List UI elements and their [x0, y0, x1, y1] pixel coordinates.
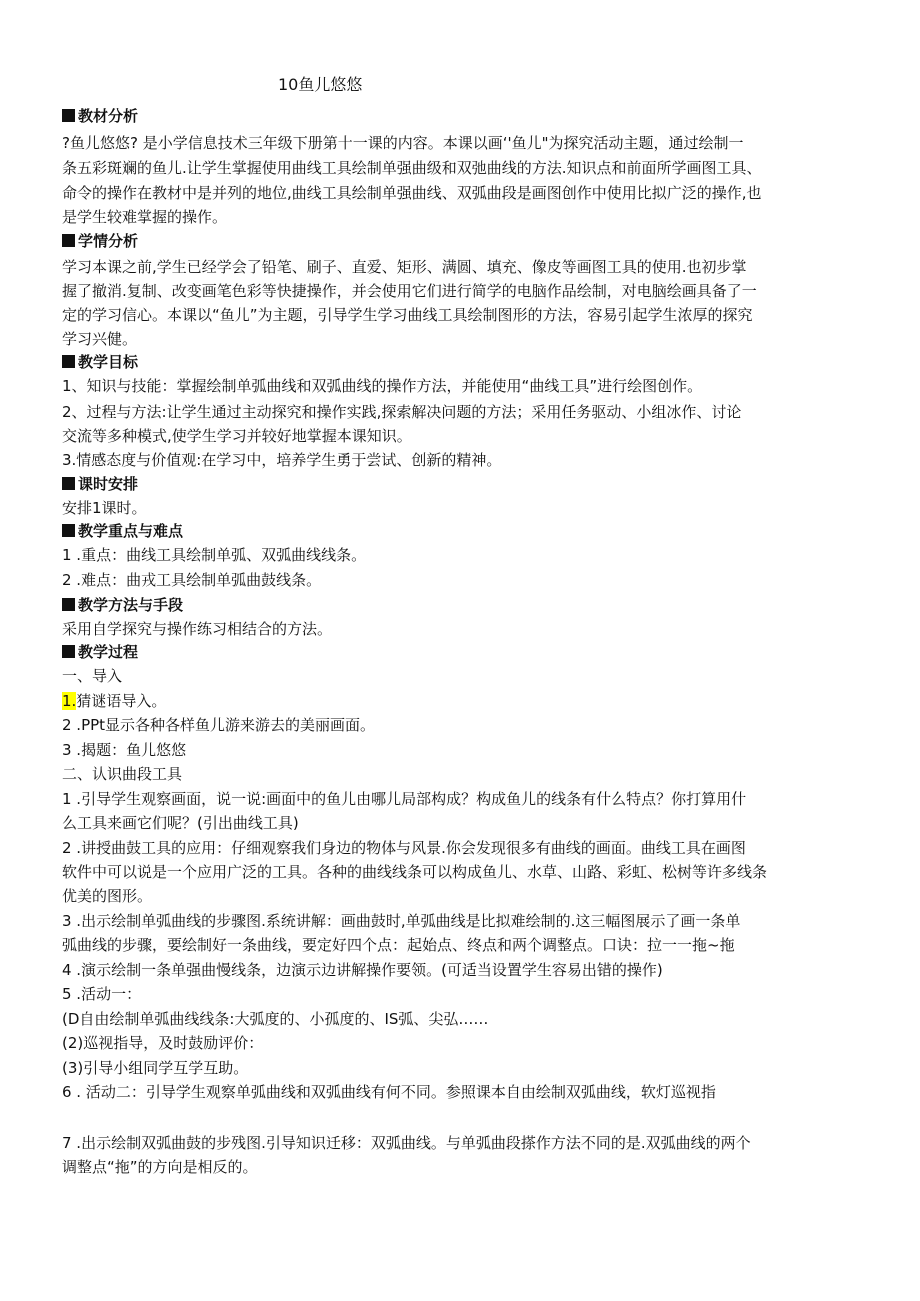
paragraph-line: 安排1课时。	[62, 499, 147, 517]
paragraph-line: (3)引导小组同学互学互助。	[62, 1059, 249, 1077]
list-item: 2 .PPt显示各种各样鱼儿游来游去的美丽画面。	[62, 716, 376, 734]
heading-keypoints: 教学重点与难点	[62, 522, 862, 540]
paragraph-line: 软件中可以说是一个应用广泛的工具。各种的曲线线条可以构成鱼儿、水草、山路、彩虹、松树等许多线条	[62, 863, 768, 881]
list-item: 3 .揭题：鱼儿悠悠	[62, 741, 187, 759]
paragraph-line: 调整点“拖”的方向是相反的。	[62, 1158, 258, 1176]
paragraph-line: 6 . 活动二：引导学生观察单弧曲线和双弧曲线有何不同。参照课本自由绘制双弧曲线，软灯巡视指	[62, 1083, 716, 1101]
paragraph-line: (D自由绘制单弧曲线线条:大弧度的、小孤度的、IS弧、尖弘……	[62, 1010, 489, 1028]
paragraph-line: 握了撤消.复制、改变画笔色彩等快捷操作，并会使用它们进行简学的电脑作品绘制，对电脑绘画具备了一	[62, 282, 757, 300]
subheading-intro: 一、导入	[62, 667, 123, 685]
square-bullet-icon	[62, 109, 75, 122]
paragraph-line: 命令的操作在教材中是并列的地位,曲线工具绘制单强曲线、双弧曲段是画图创作中使用比拟广泛的操作,也	[62, 184, 762, 202]
paragraph-line: 2 .难点：曲戎工具绘制单弧曲鼓线条。	[62, 571, 322, 589]
paragraph-line: 是学生较难掌握的操作。	[62, 208, 228, 226]
square-bullet-icon	[62, 598, 75, 611]
heading-schedule: 课时安排	[62, 475, 862, 493]
paragraph-line: 学习本课之前,学生已经学会了铅笔、刷子、直爱、矩形、满圆、填充、像皮等画图工具的使用.也初步掌	[62, 258, 747, 276]
square-bullet-icon	[62, 524, 75, 537]
paragraph-line: ?鱼儿悠悠? 是小学信息技术三年级下册第十一课的内容。本课以画‘'鱼儿"为探究活动主题，通过绘制一	[62, 134, 744, 152]
paragraph-line: 2、过程与方法:让学生通过主动探究和操作实践,探索解决问题的方法；采用任务驱动、小组冰作、讨论	[62, 403, 742, 421]
paragraph-line: 1 .引导学生观察画面，说一说:画面中的鱼儿由哪儿局部构成？构成鱼儿的线条有什么特点？你打算用什	[62, 790, 747, 808]
page-title: 10鱼儿悠悠	[278, 76, 363, 94]
square-bullet-icon	[62, 234, 75, 247]
heading-methods: 教学方法与手段	[62, 596, 862, 614]
paragraph-line: 么工具来画它们呢？(引出曲线工具)	[62, 814, 299, 832]
square-bullet-icon	[62, 645, 75, 658]
heading-students: 学情分析	[62, 232, 862, 250]
list-item: 1.猜谜语导入。	[62, 692, 167, 710]
paragraph-line: 定的学习信心。本课以“鱼儿”为主题，引导学生学习曲线工具绘制图形的方法，容易引起学生浓厚的探究	[62, 306, 753, 324]
paragraph-line: 3 .出示绘制单弧曲线的步骤图.系统讲解：画曲鼓时,单弧曲线是比拟难绘制的.这三幅图展示了画一条单	[62, 912, 741, 930]
paragraph-line: 5 .活动一：	[62, 985, 142, 1003]
paragraph-line: 4 .演示绘制一条单强曲慢线条，边演示边讲解操作要领。(可适当设置学生容易出错的操作)	[62, 961, 663, 979]
paragraph-line: 采用自学探究与操作练习相结合的方法。	[62, 620, 333, 638]
paragraph-line: 交流等多种模式,使学生学习并较好地掌握本课知识。	[62, 427, 412, 445]
paragraph-line: 2 .讲授曲鼓工具的应用：仔细观察我们身边的物体与风景.你会发现很多有曲线的画面。曲线工具在画图	[62, 839, 746, 857]
square-bullet-icon	[62, 355, 75, 368]
paragraph-line: (2)巡视指导，及时鼓励评价：	[62, 1034, 264, 1052]
paragraph-line: 7 .出示绘制双弧曲鼓的步残图.引导知识迁移：双弧曲线。与单弧曲段搽作方法不同的是.双弧曲线的两个	[62, 1134, 751, 1152]
paragraph-line: 弧曲线的步骤，要绘制好一条曲线，要定好四个点：起始点、终点和两个调整点。口诀：拉一一拖~拖	[62, 936, 735, 954]
paragraph-line: 1、知识与技能：掌握绘制单弧曲线和双弧曲线的操作方法，并能使用“曲线工具”进行绘图创作。	[62, 377, 703, 395]
heading-process: 教学过程	[62, 643, 862, 661]
subheading-tools: 二、认识曲段工具	[62, 765, 183, 783]
paragraph-line: 条五彩斑斓的鱼儿.让学生掌握使用曲线工具绘制单强曲级和双弛曲线的方法.知识点和前面所学画图工具、	[62, 159, 762, 177]
highlighted-number: 1.	[62, 692, 77, 710]
heading-analysis: 教材分析	[62, 107, 862, 125]
heading-goals: 教学目标	[62, 353, 862, 371]
paragraph-line: 学习兴健。	[62, 330, 138, 348]
paragraph-line: 3.情感态度与价值观:在学习中，培养学生勇于尝试、创新的精神。	[62, 451, 502, 469]
paragraph-line: 1 .重点：曲线工具绘制单弧、双弧曲线线条。	[62, 546, 367, 564]
paragraph-line: 优美的图形。	[62, 887, 153, 905]
square-bullet-icon	[62, 477, 75, 490]
